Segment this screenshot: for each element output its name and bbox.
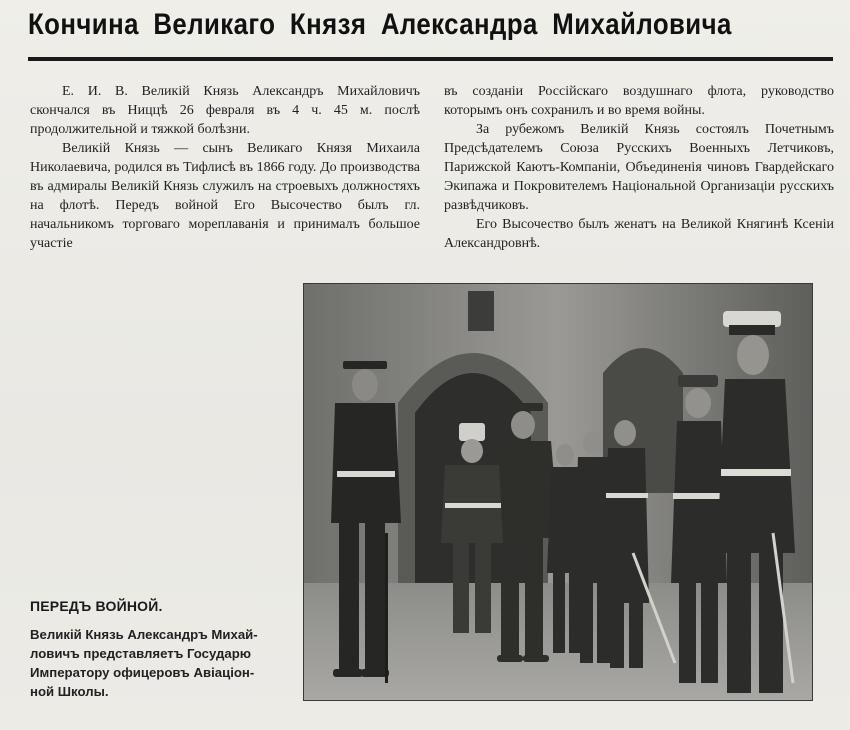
article-title: Кончина Великаго Князя Александра Михайловича: [28, 8, 732, 41]
paragraph-emigration: За рубежомъ Великій Князь состоялъ Почетнымъ Предсѣдателемъ Союза Русскихъ Военныхъ Летчиковъ, Парижской Каютъ-Компаніи, Объединенія чиновъ Гвардейскаго Экипажа и Покровителемъ Національной Организаціи русскихъ развѣдчиковъ.: [444, 122, 834, 213]
title-rule: [28, 57, 833, 61]
paragraph-aviation: въ созданіи Россійскаго воздушнаго флота, руководство которымъ онъ сохранилъ и во время войны.: [444, 84, 834, 118]
paragraph-death-notice: Е. И. В. Великій Князь Александръ Михайловичъ скончался въ Ниццѣ 26 февраля въ 4 ч. 45 м. послѣ продолжительной и тяжкой болѣзни.: [30, 84, 420, 137]
caption-line: ной Школы.: [30, 684, 109, 699]
paragraph-biography: Великій Князь — сынъ Великаго Князя Михаила Николаевича, родился въ Тифлисѣ въ 1866 году. До производства въ адмиралы Великій Князь служилъ на строевыхъ должностяхъ на флотѣ. Передъ войной Его Высочество былъ гл. начальникомъ торговаго мореплаванія и принималъ большое участіе: [30, 141, 420, 251]
photograph: [303, 283, 813, 701]
caption-text: [30, 625, 292, 701]
caption-line: ловичъ представляетъ Государю: [30, 646, 252, 661]
caption-line: Императору офицеровъ Авіаціон-: [30, 665, 255, 680]
caption-line: Великій Князь Александръ Михай-: [30, 627, 258, 642]
paragraph-marriage: Его Высочество былъ женатъ на Великой Княгинѣ Ксеніи Александровнѣ.: [444, 217, 834, 251]
photograph-illustration: [303, 283, 813, 701]
caption-heading: ПЕРЕДЪ ВОЙНОЙ.: [30, 598, 163, 614]
left-text-column: [30, 82, 420, 253]
right-text-column: [444, 82, 834, 253]
